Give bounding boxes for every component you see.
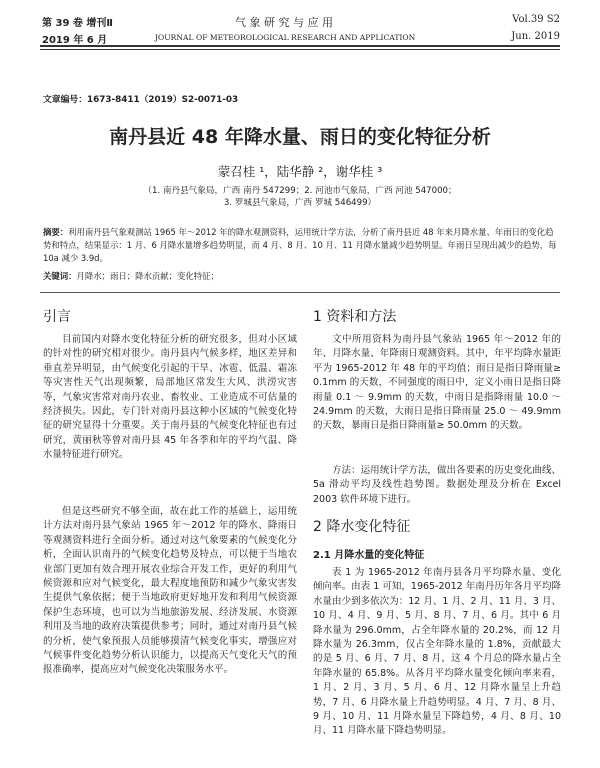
header-journal-en: JOURNAL OF METEOROLOGICAL RESEARCH AND APPLICATION bbox=[155, 33, 416, 42]
section-heading-intro: 引言 bbox=[43, 309, 71, 325]
header-rule-thin bbox=[40, 49, 560, 50]
keywords bbox=[43, 270, 559, 283]
abstract bbox=[43, 226, 559, 265]
abstract-label: 摘要： bbox=[43, 227, 69, 237]
intro-paragraph-2: 但是这些研究不够全面，故在此工作的基础上，运用统计方法对南丹县气象站 1965 年～2012 年的降水、降雨日等观测资料进行全面分析。通过对这气象要素的气候变化分析，全面认识南丹的气候变化趋势及特点，可以便于当地农业部门更加有效合理开展农业综合开发工作，更好的利用气候资源和应对气候变化，最大程度地预防和减少气象灾害发生提供气象依据；便于当地政府更好地开发和利用气候资源保护生态环境，也可以为当地旅游发展、经济发展、水资源利用及当地的政府决策提供参考；同时，通过对南丹县气候的分析，使气象预报人员能够摸清气候变化事实，增强应对气候事件变化趋势分析认识能力，以提高天气变化天气的预报准确率，提高应对气候变化决策服务水平。 bbox=[43, 506, 297, 676]
section-heading-2: 2 降水变化特征 bbox=[313, 519, 411, 535]
header-volume-en: Vol.39 S2 bbox=[512, 14, 560, 25]
keywords-label: 关键词： bbox=[43, 271, 77, 281]
header-rule bbox=[40, 45, 560, 47]
abstract-text: 利用南丹县气象观测站 1965 年～2012 年的降水观测资料，运用统计学方法，分析了南丹县近 48 年来月降水量、年雨日的变化趋势和特点，结果显示：1 月、6 月降水量增多趋势明显，而 4 月、8 月、10 月、11 月降水量减少趋势明显。年雨日呈现出减少的趋势，每 10a 减少 3.9d。 bbox=[43, 227, 557, 263]
paper-title: 南丹县近 48 年降水量、雨日的变化特征分析 bbox=[109, 126, 491, 148]
subsection-heading-2-1: 2.1 月降水量的变化特征 bbox=[313, 550, 425, 561]
authors: 蒙召桂 ¹，陆华静 ²，谢华桂 ³ bbox=[217, 164, 383, 179]
section2-paragraph-1: 表 1 为 1965-2012 年南丹县各月平均降水量、变化倾向率。由表 1 可知，1965-2012 年南丹历年各月平均降水量由少到多依次为：12 月、1 月、2 月、11 月、3 月、10 月、4 月、9 月、5 月、8 月、7 月、6 月。其中 6 月降水量为 296.0mm，占全年降水量的 20.2%，而 12 月降水量为 26.3mm，仅占全年降水量的 1.8%，贡献最大的是 5 月、6 月、7 月、8 月，这 4 个月总的降水量占全年降水量的 65.8%。从各月平均降水量变化倾向率来看，1 月、2 月、3 月、5 月、6 月、12 月降水量呈上升趋势，7 月、6 月降水量上升趋势明显。4 月、7 月、8 月、9 月、10 月、11 月降水量呈下降趋势，4 月、8 月、10 月、11 月降水量下降趋势明显。 bbox=[313, 567, 561, 737]
header-journal-cn: 气 象 研 究 与 应 用 bbox=[235, 16, 333, 29]
section1-paragraph-1: 文中所用资料为南丹县气象站 1965 年～2012 年的年、月降水量、年降雨日观测资料。其中，年平均降水量距平为 1965-2012 年 48 年的平均值；雨日是指日降雨量≥ 0.1mm 的天数，不同强度的雨日中，定义小雨日是指日降雨量 0.1 ～ 9.9mm 的天数，中雨日是指降雨量 10.0 ～ 24.9mm 的天数，大雨日是指日降雨量 25.0 ～ 49.9mm 的天数，暴雨日是指日降雨量≥ 50.0mm 的天数。 bbox=[313, 334, 561, 432]
article-number: 文章编号：1673-8411（2019）S2-0071-03 bbox=[43, 95, 239, 105]
intro-paragraph-1: 目前国内对降水变化特征分析的研究很多，但对小区域的针对性的研究相对很少。南丹县内气候多样，地区差异和垂直差异明显，由气候变化引起的干旱、冰雹、低温、霜冻等灾害性天气出现频繁，局部地区常发生大风、洪涝灾害等，气象灾害常对南丹农业、畜牧业、工业造成不可估量的经济损失。因此，专门针对南丹县这种小区域的气候变化特征的研究显得十分重要。关于南丹县的气候变化特征也有过研究，黄丽秋等曾对南丹县 45 年各季和年的平均气温、降水量特征进行研究。 bbox=[43, 334, 297, 461]
affiliation-line-2: 3. 罗城县气象局，广西 罗城 546499） bbox=[223, 198, 377, 208]
header-volume-issue: 第 39 卷 增刊Ⅱ bbox=[42, 18, 113, 29]
section1-paragraph-2: 方法：运用统计学方法，做出各要素的历史变化曲线、5a 滑动平均及线性趋势图。数据处理及分析在 Excel 2003 软件环境下进行。 bbox=[313, 465, 561, 505]
keywords-text: 月降水；雨日；降水贡献；变化特征； bbox=[76, 271, 219, 281]
header-month-en: Jun. 2019 bbox=[511, 31, 560, 42]
abstract-rule bbox=[40, 292, 560, 293]
section-heading-1: 1 资料和方法 bbox=[313, 309, 397, 325]
affiliation-line-1: （1. 南丹县气象局，广西 南丹 547299；2. 河池市气象局，广西 河池 547000； bbox=[143, 186, 457, 196]
header-year-month-cn: 2019 年 6 月 bbox=[42, 35, 108, 46]
